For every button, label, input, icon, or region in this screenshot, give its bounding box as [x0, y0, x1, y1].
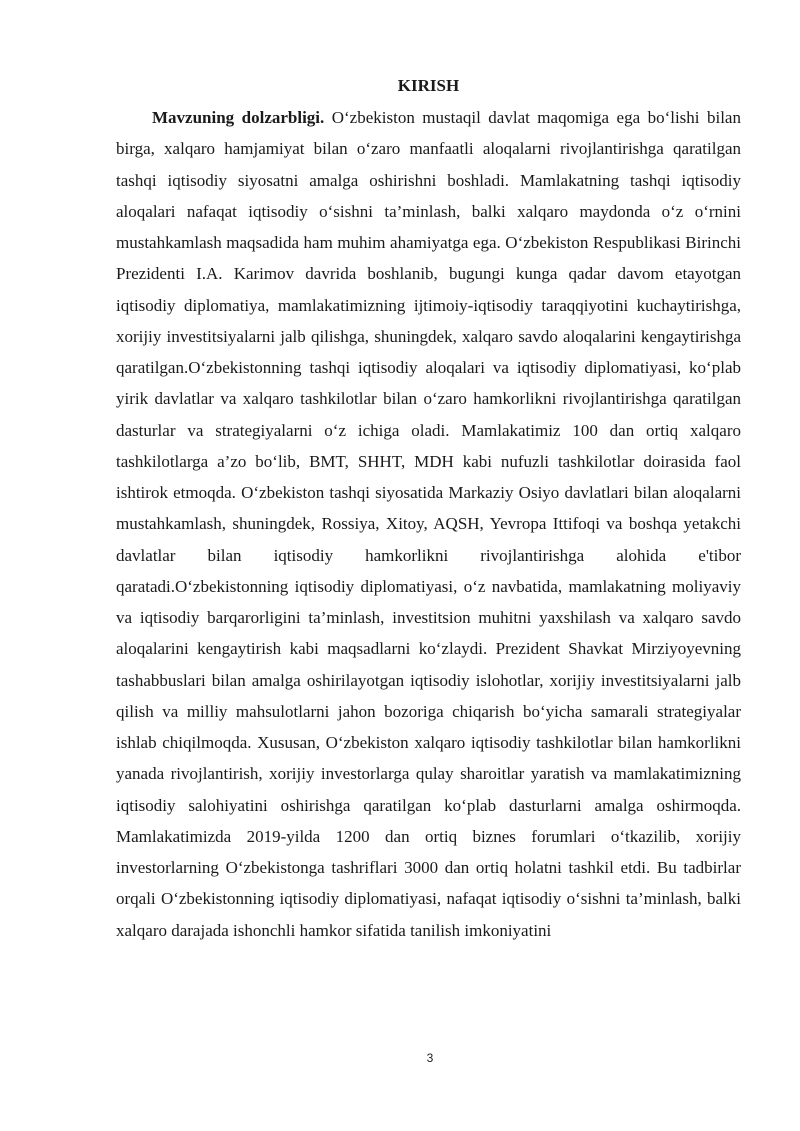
- document-page: [116, 76, 741, 946]
- lead-phrase: Mavzuning dolzarbligi.: [152, 108, 325, 127]
- body-paragraph: [116, 102, 741, 946]
- paragraph-text: O‘zbekiston mustaqil davlat maqomiga ega bo‘lishi bilan birga, xalqaro hamjamiyat bilan o‘zaro manfaatli aloqalarni rivojlantirishga qaratilgan tashqi iqtisodiy siyosatni amalga oshirishni boshladi. Mamlakatning tashqi iqtisodiy aloqalari nafaqat iqtisodiy o‘sishni ta’minlash, balki xalqaro maydonda o‘z o‘rnini mustahkamlash maqsadida ham muhim ahamiyatga ega. O‘zbekiston Respublikasi Birinchi Prezidenti I.A. Karimov davrida boshlanib, bugungi kunga qadar davom etayotgan iqtisodiy diplomatiya, mamlakatimizning ijtimoiy-iqtisodiy taraqqiyotini kuchaytirishga, xorijiy investitsiyalarni jalb qilishga, shuningdek, xalqaro savdo aloqalarini kengaytirishga qaratilgan.O‘zbekistonning tashqi iqtisodiy aloqalari va iqtisodiy diplomatiyasi, ko‘plab yirik davlatlar va xalqaro tashkilotlar bilan o‘zaro hamkorlikni rivojlantirishga qaratilgan dasturlar va strategiyalarni o‘z ichiga oladi. Mamlakatimiz 100 dan ortiq xalqaro tashkilotlarga a’zo bo‘lib, BMT, SHHT, MDH kabi nufuzli tashkilotlar doirasida faol ishtirok etmoqda. O‘zbekiston tashqi siyosatida Markaziy Osiyo davlatlari bilan aloqalarni mustahkamlash, shuningdek, Rossiya, Xitoy, AQSH, Yevropa Ittifoqi va boshqa yetakchi davlatlar bilan iqtisodiy hamkorlikni rivojlantirishga alohida e'tibor qaratadi.O‘zbekistonning iqtisodiy diplomatiyasi, o‘z navbatida, mamlakatning moliyaviy va iqtisodiy barqarorligini ta’minlash, investitsion muhitni yaxshilash va xalqaro savdo aloqalarini kengaytirish kabi maqsadlarni ko‘zlaydi. Prezident Shavkat Mirziyoyevning tashabbuslari bilan amalga oshirilayotgan iqtisodiy islohotlar, xorijiy investitsiyalarni jalb qilish va milliy mahsulotlarni jahon bozoriga chiqarish bo‘yicha samarali strategiyalar ishlab chiqilmoqda. Xususan, O‘zbekiston xalqaro iqtisodiy tashkilotlar bilan hamkorlikni yanada rivojlantirish, xorijiy investorlarga qulay sharoitlar yaratish va mamlakatimizning iqtisodiy salohiyatini oshirishga qaratilgan ko‘plab dasturlarni amalga oshirmoqda. Mamlakatimizda 2019-yilda 1200 dan ortiq biznes forumlari o‘tkazilib, xorijiy investorlarning O‘zbekistonga tashriflari 3000 dan ortiq holatni tashkil etdi. Bu tadbirlar orqali O‘zbekistonning iqtisodiy diplomatiyasi, nafaqat iqtisodiy o‘sishni ta’minlash, balki xalqaro darajada ishonchli hamkor sifatida tanilish imkoniyatini: [116, 108, 741, 940]
- page-number: 3: [426, 1051, 434, 1065]
- section-title: KIRISH: [397, 76, 460, 95]
